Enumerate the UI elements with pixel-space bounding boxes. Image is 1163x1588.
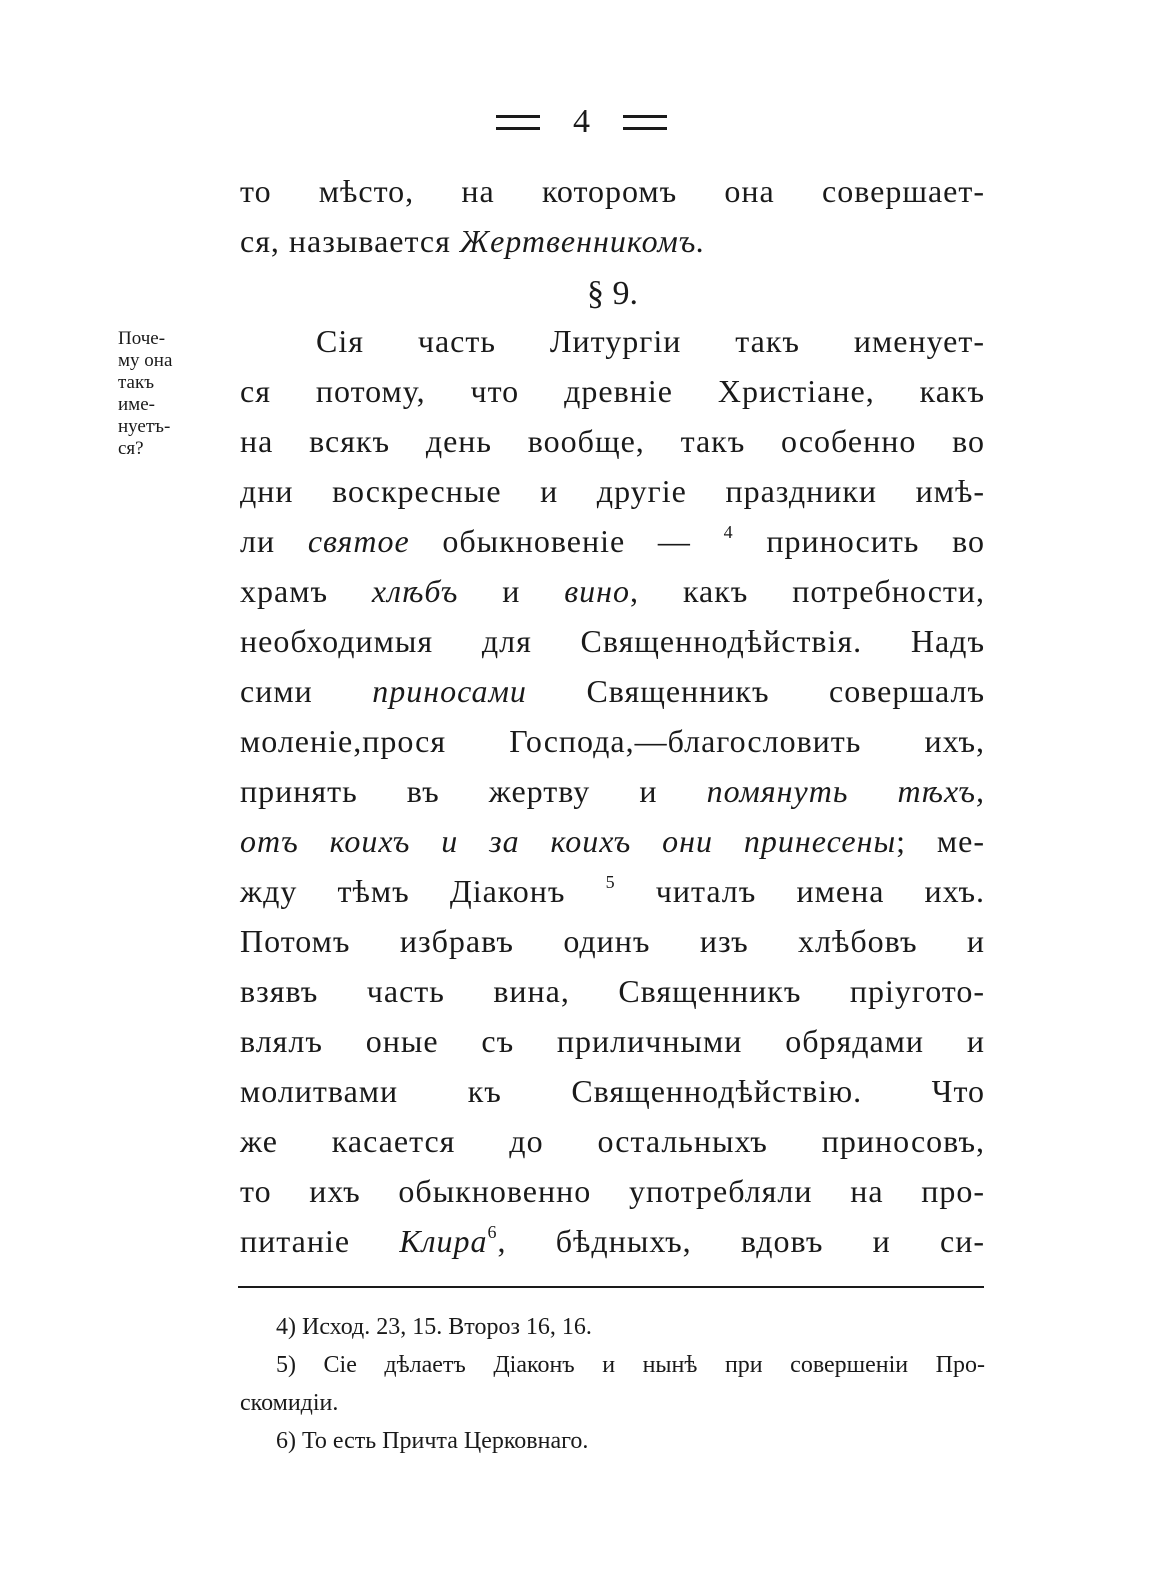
footnote: 4) Исход. 23, 15. Второз 16, 16. <box>276 1314 592 1340</box>
italic-term: помянуть тѣхъ, <box>706 773 986 809</box>
italic-term: Жертвенникомъ. <box>459 223 706 259</box>
text-line <box>240 766 985 816</box>
footnote-ref: 4 <box>723 522 734 542</box>
text-fragment: Священникъ совершалъ <box>526 673 985 709</box>
margin-note-line: такъ <box>118 372 155 393</box>
margin-note-line: име- <box>118 394 155 415</box>
text-line: же касается до остальныхъ приносовъ, <box>240 1123 985 1159</box>
text-line <box>240 566 985 616</box>
text-line: необходимыя для Священнодѣйствія. Надъ <box>240 623 985 659</box>
text-fragment: и <box>458 573 565 609</box>
text-line: то ихъ обыкновенно употребляли на про- <box>240 1173 985 1209</box>
header-right-rule <box>623 115 667 130</box>
text-line: взявъ часть вина, Священникъ пріугото- <box>240 973 985 1009</box>
italic-term: вино <box>564 573 631 609</box>
text-fragment: ; ме- <box>896 823 986 859</box>
text-line: на всякъ день вообще, такъ особенно во <box>240 423 985 459</box>
text-line <box>240 816 985 866</box>
italic-term: отъ коихъ и за коихъ они принесены <box>240 823 897 859</box>
section-heading: § 9. <box>587 275 638 312</box>
footnotes <box>240 1308 985 1460</box>
text-line: дни воскресные и другіе праздники имѣ- <box>240 473 985 509</box>
text-line <box>240 666 985 716</box>
opening-text <box>240 166 985 266</box>
text-fragment: обыкновеніе — <box>409 523 724 559</box>
text-line <box>240 866 985 916</box>
text-line: моленіе,прося Господа,—благословить ихъ, <box>240 723 985 759</box>
text-fragment: ли <box>240 523 308 559</box>
text-fragment: сими <box>240 673 373 709</box>
text-fragment: принять въ жертву и <box>240 773 707 809</box>
page-number: 4 <box>573 103 590 140</box>
text-fragment: читалъ имена ихъ. <box>615 873 986 909</box>
text-line <box>240 216 985 266</box>
italic-term: хлѣбъ <box>371 573 459 609</box>
margin-note-line: Поче- <box>118 328 166 349</box>
text-fragment: ся, называется <box>240 223 460 259</box>
text-line: влялъ оные съ приличными обрядами и <box>240 1023 985 1059</box>
text-fragment: питаніе <box>240 1223 400 1259</box>
header-left-rule <box>496 115 540 130</box>
text-fragment: , бѣдныхъ, вдовъ и си- <box>497 1223 986 1259</box>
italic-term: святое <box>307 523 410 559</box>
footnote-continuation: скомидіи. <box>240 1390 339 1416</box>
footnote-ref: 6 <box>487 1222 498 1242</box>
text-fragment: храмъ <box>240 573 372 609</box>
text-line <box>240 516 985 566</box>
footnote-divider <box>238 1286 984 1288</box>
page-header <box>0 100 1163 144</box>
italic-term: приносами <box>372 673 527 709</box>
text-fragment: приносить во <box>733 523 986 559</box>
text-line: молитвами къ Священнодѣйствію. Что <box>240 1073 985 1109</box>
footnote-ref: 5 <box>605 872 616 892</box>
margin-note-line: нуетъ- <box>118 416 171 437</box>
text-fragment: , какъ потребности, <box>630 573 986 609</box>
text-line: Сія часть Литургіи такъ именует- <box>316 323 985 359</box>
footnote: 6) То есть Причта Церковнаго. <box>276 1428 589 1454</box>
margin-note <box>118 328 208 460</box>
text-fragment: жду тѣмъ Діаконъ <box>240 873 606 909</box>
text-line: то мѣсто, на которомъ она совершает- <box>240 173 985 209</box>
text-line: ся потому, что древніе Христіане, какъ <box>240 373 985 409</box>
footnote: 5) Сіе дѣлаетъ Діаконъ и нынѣ при совершеніи Про- <box>276 1352 985 1378</box>
margin-note-line: ся? <box>118 438 144 459</box>
text-line: Потомъ избравъ одинъ изъ хлѣбовъ и <box>240 923 985 959</box>
main-paragraph <box>240 316 985 1266</box>
italic-term: Клира <box>399 1223 488 1259</box>
margin-note-line: му она <box>118 350 173 371</box>
text-line <box>240 1216 985 1266</box>
